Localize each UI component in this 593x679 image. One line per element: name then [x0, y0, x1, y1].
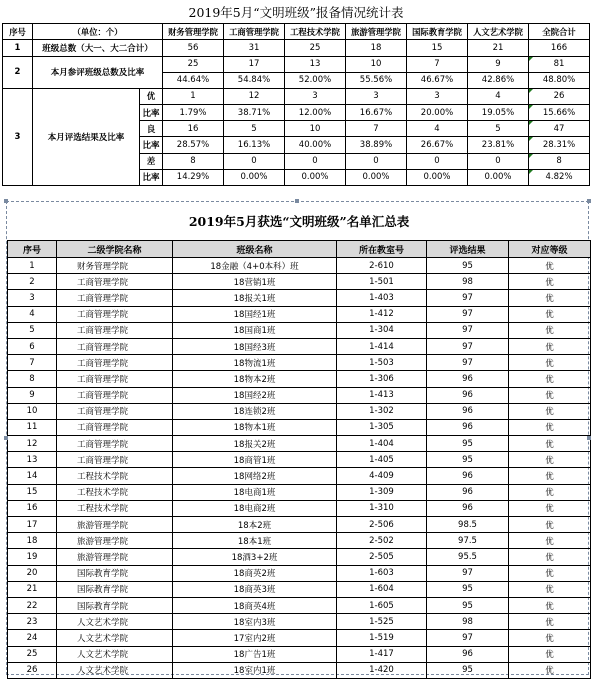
- row-number: 25: [8, 646, 57, 662]
- rate-cell: 16.67%: [346, 105, 407, 121]
- value-cell: 166: [529, 40, 590, 56]
- rate-cell: 52.00%: [285, 72, 346, 88]
- score: 98.5: [427, 517, 509, 533]
- header-cell: 财务管理学院: [163, 24, 224, 40]
- classroom-number: 1-304: [337, 322, 427, 338]
- score: 95: [427, 436, 509, 452]
- value-cell: 4: [407, 121, 468, 137]
- header-cell: 工程技术学院: [285, 24, 346, 40]
- score: 95: [427, 581, 509, 597]
- row-number: 8: [8, 371, 57, 387]
- value-cell: 3: [407, 88, 468, 104]
- value-cell: 81: [529, 56, 590, 72]
- row-number: 3: [3, 88, 33, 185]
- score: 95: [427, 258, 509, 274]
- score: 95: [427, 452, 509, 468]
- value-cell: 17: [224, 56, 285, 72]
- rate-cell: 14.29%: [163, 169, 224, 185]
- college-name: 工程技术学院: [57, 468, 173, 484]
- value-cell: 7: [407, 56, 468, 72]
- score: 96: [427, 484, 509, 500]
- value-cell: 5: [468, 121, 529, 137]
- classroom-number: 1-404: [337, 436, 427, 452]
- value-cell: 12: [224, 88, 285, 104]
- score: 96: [427, 646, 509, 662]
- grade: 优: [509, 597, 591, 613]
- rate-cell: 1.79%: [163, 105, 224, 121]
- college-name: 工商管理学院: [57, 306, 173, 322]
- rate-cell: 38.71%: [224, 105, 285, 121]
- grade: 优: [509, 662, 591, 678]
- class-name: 18国经3班: [173, 338, 337, 354]
- value-cell: 16: [163, 121, 224, 137]
- row-number: 3: [8, 290, 57, 306]
- class-name: 18网络2班: [173, 468, 337, 484]
- classroom-number: 1-310: [337, 500, 427, 516]
- score: 97: [427, 306, 509, 322]
- rate-cell: 4.82%: [529, 169, 590, 185]
- classroom-number: 1-305: [337, 419, 427, 435]
- grade-label: 优: [140, 88, 163, 104]
- classroom-number: 1-501: [337, 274, 427, 290]
- class-name: 18物本2班: [173, 371, 337, 387]
- rate-cell: 44.64%: [163, 72, 224, 88]
- header-cell: （单位：个）: [33, 24, 163, 40]
- classroom-number: 2-610: [337, 258, 427, 274]
- table-row: [8, 274, 591, 290]
- value-cell: 56: [163, 40, 224, 56]
- value-cell: 1: [163, 88, 224, 104]
- rate-cell: 46.67%: [407, 72, 468, 88]
- row-label: 本月参评班级总数及比率: [33, 56, 163, 88]
- score: 97: [427, 290, 509, 306]
- rate-cell: 16.13%: [224, 137, 285, 153]
- value-cell: 3: [285, 88, 346, 104]
- header-cell: 班级名称: [173, 241, 337, 258]
- value-cell: 8: [529, 153, 590, 169]
- summary-title-row: [3, 0, 590, 24]
- table-row: [8, 630, 591, 646]
- rate-cell: 0.00%: [407, 169, 468, 185]
- list-table: [7, 202, 591, 679]
- summary-row: [3, 56, 590, 72]
- rate-cell: 12.00%: [285, 105, 346, 121]
- row-number: 4: [8, 306, 57, 322]
- row-number: 22: [8, 597, 57, 613]
- row-number: 26: [8, 662, 57, 678]
- grade: 优: [509, 355, 591, 371]
- college-name: 旅游管理学院: [57, 549, 173, 565]
- table-row: [8, 322, 591, 338]
- college-name: 财务管理学院: [57, 258, 173, 274]
- value-cell: 26: [529, 88, 590, 104]
- grade: 优: [509, 565, 591, 581]
- score: 96: [427, 387, 509, 403]
- college-name: 工商管理学院: [57, 371, 173, 387]
- rate-cell: 26.67%: [407, 137, 468, 153]
- row-number: 5: [8, 322, 57, 338]
- row-number: 1: [3, 40, 33, 56]
- value-cell: 7: [346, 121, 407, 137]
- grade: 优: [509, 630, 591, 646]
- summary-table: [2, 0, 590, 186]
- rate-cell: 19.05%: [468, 105, 529, 121]
- rate-cell: 48.80%: [529, 72, 590, 88]
- grade-label: 良: [140, 121, 163, 137]
- summary-header-row: [3, 24, 590, 40]
- class-name: 18电商2班: [173, 500, 337, 516]
- rate-cell: 15.66%: [529, 105, 590, 121]
- college-name: 工商管理学院: [57, 403, 173, 419]
- grade: 优: [509, 484, 591, 500]
- grade: 优: [509, 533, 591, 549]
- resize-handle[interactable]: [587, 436, 591, 440]
- grade: 优: [509, 306, 591, 322]
- row-number: 23: [8, 614, 57, 630]
- grade: 优: [509, 290, 591, 306]
- classroom-number: 2-502: [337, 533, 427, 549]
- score: 95: [427, 597, 509, 613]
- grade: 优: [509, 371, 591, 387]
- class-name: 18报关1班: [173, 290, 337, 306]
- row-number: 14: [8, 468, 57, 484]
- college-name: 工商管理学院: [57, 452, 173, 468]
- summary-row: [3, 40, 590, 56]
- value-cell: 47: [529, 121, 590, 137]
- row-number: 9: [8, 387, 57, 403]
- college-name: 工商管理学院: [57, 338, 173, 354]
- score: 97: [427, 630, 509, 646]
- summary-row: [3, 88, 590, 104]
- college-name: 工程技术学院: [57, 500, 173, 516]
- college-name: 国际教育学院: [57, 565, 173, 581]
- rate-label: 比率: [140, 169, 163, 185]
- row-number: 19: [8, 549, 57, 565]
- class-name: 18酒3+2班: [173, 549, 337, 565]
- class-name: 18商英4班: [173, 597, 337, 613]
- class-name: 18商英3班: [173, 581, 337, 597]
- table-row: [8, 549, 591, 565]
- classroom-number: 1-414: [337, 338, 427, 354]
- classroom-number: 1-604: [337, 581, 427, 597]
- table-row: [8, 597, 591, 613]
- table-row: [8, 646, 591, 662]
- classroom-number: 2-505: [337, 549, 427, 565]
- header-cell: 所在教室号: [337, 241, 427, 258]
- row-number: 13: [8, 452, 57, 468]
- table-row: [8, 419, 591, 435]
- row-number: 18: [8, 533, 57, 549]
- rate-label: 比率: [140, 105, 163, 121]
- rate-cell: 40.00%: [285, 137, 346, 153]
- class-name: 18本2班: [173, 517, 337, 533]
- classroom-number: 1-519: [337, 630, 427, 646]
- table-row: [8, 403, 591, 419]
- table-row: [8, 581, 591, 597]
- header-cell: 序号: [8, 241, 57, 258]
- classroom-number: 1-306: [337, 371, 427, 387]
- score: 96: [427, 371, 509, 387]
- grade: 优: [509, 452, 591, 468]
- value-cell: 10: [346, 56, 407, 72]
- table-row: [8, 533, 591, 549]
- value-cell: 4: [468, 88, 529, 104]
- college-name: 工商管理学院: [57, 419, 173, 435]
- row-number: 2: [8, 274, 57, 290]
- row-number: 7: [8, 355, 57, 371]
- grade: 优: [509, 436, 591, 452]
- value-cell: 0: [346, 153, 407, 169]
- classroom-number: 4-409: [337, 468, 427, 484]
- header-cell: 序号: [3, 24, 33, 40]
- college-name: 人文艺术学院: [57, 662, 173, 678]
- row-number: 15: [8, 484, 57, 500]
- class-name: 18广告1班: [173, 646, 337, 662]
- grade: 优: [509, 338, 591, 354]
- class-name: 18国经2班: [173, 387, 337, 403]
- college-name: 工商管理学院: [57, 436, 173, 452]
- college-name: 工商管理学院: [57, 322, 173, 338]
- class-name: 18室内3班: [173, 614, 337, 630]
- rate-cell: 0.00%: [285, 169, 346, 185]
- college-name: 工程技术学院: [57, 484, 173, 500]
- row-label: 本月评选结果及比率: [33, 88, 140, 185]
- summary-sheet: [2, 0, 589, 186]
- grade: 优: [509, 549, 591, 565]
- header-cell: 二级学院名称: [57, 241, 173, 258]
- table-row: [8, 371, 591, 387]
- classroom-number: 1-413: [337, 387, 427, 403]
- score: 97: [427, 565, 509, 581]
- class-name: 18物本1班: [173, 419, 337, 435]
- header-cell: 旅游管理学院: [346, 24, 407, 40]
- rate-cell: 23.81%: [468, 137, 529, 153]
- resize-handle[interactable]: [4, 436, 8, 440]
- classroom-number: 1-412: [337, 306, 427, 322]
- college-name: 人文艺术学院: [57, 614, 173, 630]
- table-row: [8, 258, 591, 274]
- table-row: [8, 468, 591, 484]
- classroom-number: 1-525: [337, 614, 427, 630]
- class-name: 18金融（4+0本科）班: [173, 258, 337, 274]
- grade: 优: [509, 419, 591, 435]
- grade: 优: [509, 500, 591, 516]
- rate-cell: 38.89%: [346, 137, 407, 153]
- classroom-number: 1-603: [337, 565, 427, 581]
- grade: 优: [509, 274, 591, 290]
- table-row: [8, 662, 591, 678]
- classroom-number: 1-309: [337, 484, 427, 500]
- table-row: [8, 484, 591, 500]
- list-title: 2019年5月获选“文明班级”名单汇总表: [8, 202, 591, 241]
- table-row: [8, 452, 591, 468]
- table-row: [8, 614, 591, 630]
- score: 97: [427, 322, 509, 338]
- value-cell: 0: [285, 153, 346, 169]
- row-label: 班级总数（大一、大二合计）: [33, 40, 163, 56]
- college-name: 人文艺术学院: [57, 630, 173, 646]
- row-number: 16: [8, 500, 57, 516]
- college-name: 工商管理学院: [57, 387, 173, 403]
- college-name: 工商管理学院: [57, 290, 173, 306]
- classroom-number: 1-503: [337, 355, 427, 371]
- row-number: 10: [8, 403, 57, 419]
- grade-label: 差: [140, 153, 163, 169]
- value-cell: 3: [346, 88, 407, 104]
- class-name: 18连锁2班: [173, 403, 337, 419]
- class-name: 18国商1班: [173, 322, 337, 338]
- header-cell: 评选结果: [427, 241, 509, 258]
- score: 96: [427, 403, 509, 419]
- table-row: [8, 290, 591, 306]
- grade: 优: [509, 403, 591, 419]
- grade: 优: [509, 614, 591, 630]
- value-cell: 5: [224, 121, 285, 137]
- college-name: 人文艺术学院: [57, 646, 173, 662]
- value-cell: 15: [407, 40, 468, 56]
- value-cell: 10: [285, 121, 346, 137]
- score: 97: [427, 355, 509, 371]
- resize-handle[interactable]: [4, 199, 8, 203]
- classroom-number: 1-302: [337, 403, 427, 419]
- rate-cell: 0.00%: [224, 169, 285, 185]
- classroom-number: 1-417: [337, 646, 427, 662]
- class-name: 18电商1班: [173, 484, 337, 500]
- value-cell: 18: [346, 40, 407, 56]
- class-name: 17室内2班: [173, 630, 337, 646]
- value-cell: 25: [285, 40, 346, 56]
- summary-title: 2019年5月“文明班级”报备情况统计表: [188, 4, 404, 20]
- grade: 优: [509, 468, 591, 484]
- header-cell: 全院合计: [529, 24, 590, 40]
- table-row: [8, 306, 591, 322]
- value-cell: 13: [285, 56, 346, 72]
- class-name: 18本1班: [173, 533, 337, 549]
- rate-cell: 28.57%: [163, 137, 224, 153]
- list-title-row: [8, 202, 591, 241]
- row-number: 24: [8, 630, 57, 646]
- rate-cell: 20.00%: [407, 105, 468, 121]
- rate-cell: 54.84%: [224, 72, 285, 88]
- rate-cell: 0.00%: [346, 169, 407, 185]
- table-row: [8, 387, 591, 403]
- header-cell: 人文艺术学院: [468, 24, 529, 40]
- college-name: 旅游管理学院: [57, 517, 173, 533]
- value-cell: 21: [468, 40, 529, 56]
- table-row: [8, 517, 591, 533]
- score: 97.5: [427, 533, 509, 549]
- header-cell: 对应等级: [509, 241, 591, 258]
- row-number: 2: [3, 56, 33, 88]
- grade: 优: [509, 387, 591, 403]
- table-row: [8, 355, 591, 371]
- classroom-number: 1-605: [337, 597, 427, 613]
- classroom-number: 1-403: [337, 290, 427, 306]
- list-header-row: [8, 241, 591, 258]
- college-name: 旅游管理学院: [57, 533, 173, 549]
- row-number: 17: [8, 517, 57, 533]
- score: 96: [427, 419, 509, 435]
- value-cell: 0: [468, 153, 529, 169]
- grade: 优: [509, 322, 591, 338]
- rate-label: 比率: [140, 137, 163, 153]
- score: 95: [427, 662, 509, 678]
- table-row: [8, 500, 591, 516]
- college-name: 国际教育学院: [57, 581, 173, 597]
- row-number: 20: [8, 565, 57, 581]
- class-name: 18营销1班: [173, 274, 337, 290]
- value-cell: 0: [224, 153, 285, 169]
- score: 96: [427, 500, 509, 516]
- list-sheet[interactable]: [6, 201, 589, 675]
- value-cell: 9: [468, 56, 529, 72]
- sheet-gap: [0, 186, 593, 200]
- value-cell: 25: [163, 56, 224, 72]
- grade: 优: [509, 646, 591, 662]
- rate-cell: 0.00%: [468, 169, 529, 185]
- table-row: [8, 565, 591, 581]
- grade: 优: [509, 581, 591, 597]
- table-row: [8, 338, 591, 354]
- score: 95.5: [427, 549, 509, 565]
- grade: 优: [509, 517, 591, 533]
- value-cell: 0: [407, 153, 468, 169]
- table-row: [8, 436, 591, 452]
- class-name: 18商英2班: [173, 565, 337, 581]
- score: 98: [427, 614, 509, 630]
- row-number: 6: [8, 338, 57, 354]
- value-cell: 31: [224, 40, 285, 56]
- classroom-number: 2-506: [337, 517, 427, 533]
- header-cell: 工商管理学院: [224, 24, 285, 40]
- resize-handle[interactable]: [587, 199, 591, 203]
- class-name: 18室内1班: [173, 662, 337, 678]
- row-number: 12: [8, 436, 57, 452]
- row-number: 1: [8, 258, 57, 274]
- class-name: 18商管1班: [173, 452, 337, 468]
- college-name: 工商管理学院: [57, 355, 173, 371]
- row-number: 11: [8, 419, 57, 435]
- value-cell: 8: [163, 153, 224, 169]
- college-name: 国际教育学院: [57, 597, 173, 613]
- class-name: 18报关2班: [173, 436, 337, 452]
- rate-cell: 55.56%: [346, 72, 407, 88]
- header-cell: 国际教育学院: [407, 24, 468, 40]
- score: 96: [427, 468, 509, 484]
- score: 97: [427, 338, 509, 354]
- rate-cell: 42.86%: [468, 72, 529, 88]
- row-number: 21: [8, 581, 57, 597]
- classroom-number: 1-405: [337, 452, 427, 468]
- class-name: 18物流1班: [173, 355, 337, 371]
- rate-cell: 28.31%: [529, 137, 590, 153]
- college-name: 工商管理学院: [57, 274, 173, 290]
- class-name: 18国经1班: [173, 306, 337, 322]
- grade: 优: [509, 258, 591, 274]
- score: 98: [427, 274, 509, 290]
- resize-handle[interactable]: [295, 199, 299, 203]
- classroom-number: 1-420: [337, 662, 427, 678]
